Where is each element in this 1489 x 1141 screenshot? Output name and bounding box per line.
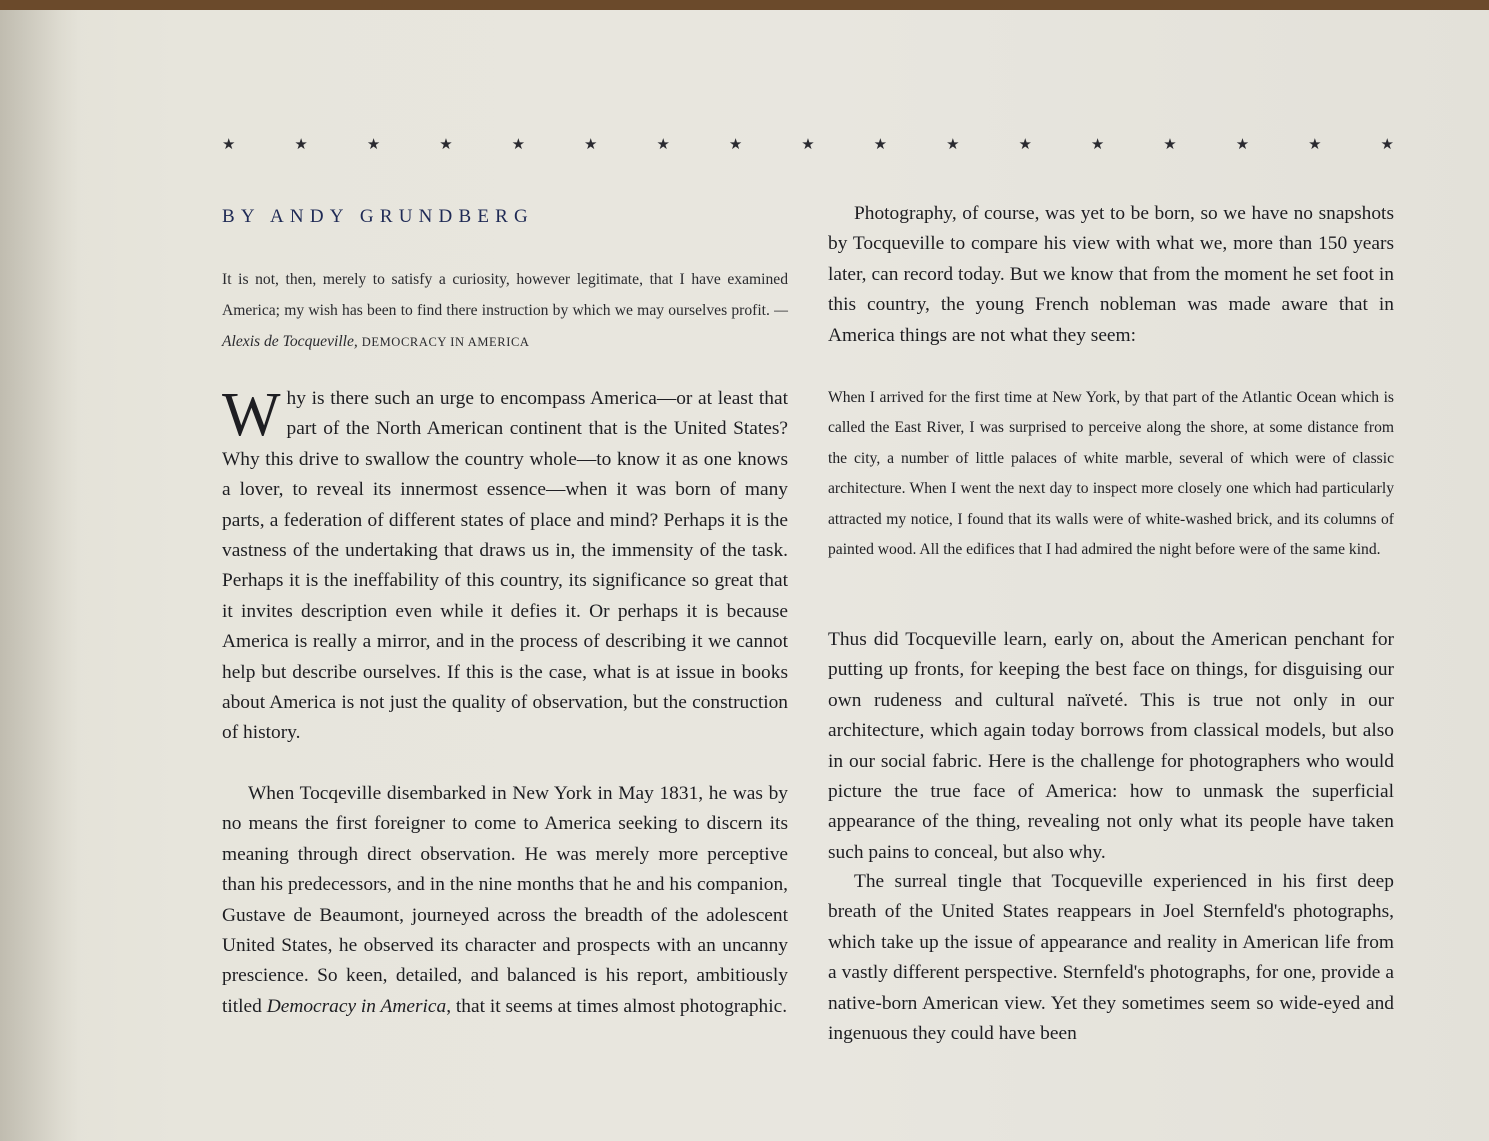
star-ornament: ★ — [873, 136, 888, 153]
epigraph-attribution: —Alexis de Tocqueville, — [222, 302, 788, 350]
right-paragraph-3-text: The surreal tingle that Tocqueville experienced in his first deep breath of the United States reappears in Joel Sternfeld's photographs, which take up the issue of appearance and reality in American life from a vastly different perspective. Sternfeld's photographs, for one, provide a native-born American view. Yet they sometimes seem so wide-eyed and ingenuous they could have been — [828, 871, 1394, 1045]
star-ornament: ★ — [366, 136, 381, 153]
star-ornament: ★ — [801, 136, 815, 153]
star-ornament: ★ — [1235, 136, 1250, 153]
star-ornament: ★ — [222, 136, 236, 153]
star-ornament: ★ — [1380, 136, 1394, 153]
star-ornament: ★ — [294, 136, 308, 153]
left-paragraph-1 — [222, 381, 788, 749]
left-paragraph-2-text-b: , that it seems at times almost photographic. — [446, 995, 788, 1017]
star-ornament: ★ — [946, 136, 960, 153]
star-ornament: ★ — [1308, 136, 1322, 153]
epigraph-text: It is not, then, merely to satisfy a curiosity, however legitimate, that I have examined America; my wish has been to find there instruction by which we may ourselves profit. — [222, 271, 788, 319]
page-gutter-shadow — [0, 10, 80, 1141]
right-paragraph-1 — [828, 199, 1394, 351]
left-paragraph-1-text: hy is there such an urge to encompass America—or at least that part of the North American continent that is the United States? Why this drive to swallow the country whole—to know it as one knows a lover, to reveal its innermost essence—when it was born of many parts, a federation of different states of place and mind? Perhaps it is the vastness of the undertaking that draws us in, the immensity of the task. Perhaps it is the ineffability of this country, its significance so great that it invites description even while it defies it. Or perhaps it is because America is really a mirror, and in the process of describing it we cannot help but describe ourselves. If this is the case, what is at issue in books about America is not just the quality of observation, but the construction of history. — [222, 388, 788, 744]
left-paragraph-2-text-a: When Tocqeville disembarked in New York in May 1831, he was by no means the first foreigner to come to America seeking to discern its meaning through direct observation. He was merely more perceptive than his predecessors, and in the nine months that he and his companion, Gustave de Beaumont, journeyed across the breadth of the adolescent United States, he observed its character and prospects with an uncanny prescience. So keen, detailed, and balanced is his report, ambitiously titled — [222, 783, 788, 1017]
block-quote — [828, 383, 1394, 565]
book-title-italic: Democracy in America — [266, 995, 447, 1017]
star-divider — [222, 133, 1394, 157]
star-ornament: ★ — [1018, 136, 1032, 153]
star-ornament: ★ — [584, 136, 598, 153]
star-ornament: ★ — [1090, 136, 1105, 153]
block-quote-text: When I arrived for the first time at New York, by that part of the Atlantic Ocean which is called the East River, I was surprised to perceive along the shore, at some distance from the city, a number of little palaces of white marble, several of which were of classic architecture. When I went the next day to inspect more closely one which had particularly attracted my notice, I found that its walls were of white-washed brick, and its columns of painted wood. All the edifices that I had admired the night before were of the same kind. — [828, 389, 1394, 559]
epigraph — [222, 264, 788, 358]
byline: BY ANDY GRUNDBERG — [222, 206, 534, 227]
left-paragraph-2 — [222, 779, 788, 1022]
right-paragraph-1-text: Photography, of course, was yet to be born, so we have no snapshots by Tocqueville to compare his view with what we, more than 150 years later, can record today. But we know that from the moment he set foot in this country, the young French nobleman was made aware that in America things are not what they seem: — [828, 203, 1394, 346]
star-ornament: ★ — [728, 136, 743, 153]
right-paragraph-2-text: Thus did Tocqueville learn, early on, about the American penchant for putting up fronts, for keeping the best face on things, for disguising our own rudeness and cultural naïveté. This is true not only in our architecture, which again today borrows from classical models, but also in our social fabric. Here is the challenge for photographers who would picture the true face of America: how to unmask the superficial appearance of the thing, revealing not only what its people have taken such pains to conceal, but also why. — [828, 629, 1394, 863]
star-ornament: ★ — [656, 136, 670, 153]
epigraph-book-title: DEMOCRACY IN AMERICA — [361, 335, 530, 349]
drop-cap: W — [222, 381, 281, 449]
star-ornament: ★ — [439, 136, 453, 153]
star-ornament: ★ — [511, 136, 526, 153]
right-paragraph-3 — [828, 867, 1394, 1049]
right-paragraph-2 — [828, 625, 1394, 868]
star-ornament: ★ — [1163, 136, 1177, 153]
